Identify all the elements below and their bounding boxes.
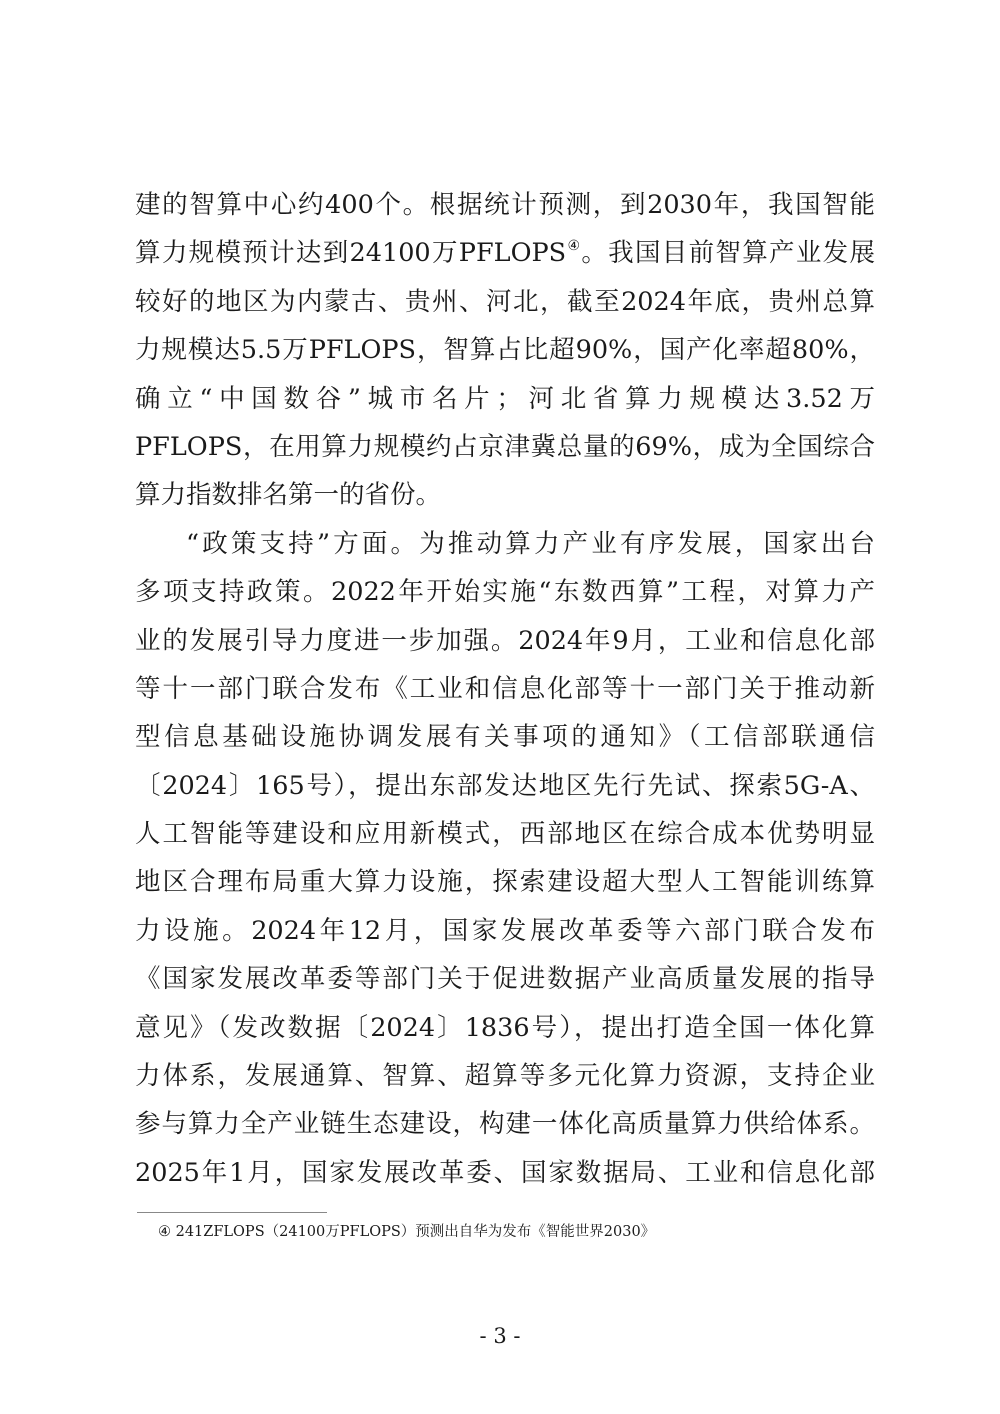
text-line: 型信息基础设施协调发展有关事项的通知》（工信部联通信 <box>135 722 875 753</box>
text-line: 业的发展引导力度进一步加强。2024年9月，工业和信息化部 <box>135 625 875 656</box>
text-line: 多项支持政策。2022年开始实施“东数西算”工程，对算力产 <box>135 577 875 608</box>
footnote: ④ 241ZFLOPS（24100万PFLOPS）预测出自华为发布《智能世界2030》 <box>158 1224 656 1240</box>
text-line: 参与算力全产业链生态建设，构建一体化高质量算力供给体系。 <box>135 1109 875 1140</box>
footnote-reference[interactable]: ④ <box>566 238 582 255</box>
text-line: 力体系，发展通算、智算、超算等多元化算力资源，支持企业 <box>135 1061 875 1092</box>
text-line: “政策支持”方面。为推动算力产业有序发展，国家出台 <box>186 528 875 559</box>
text-line: 《国家发展改革委等部门关于促进数据产业高质量发展的指导 <box>135 964 875 995</box>
text-line: 算力指数排名第一的省份。 <box>135 480 442 511</box>
text-line: 建的智算中心约400个。根据统计预测，到2030年，我国智能 <box>135 190 875 220</box>
text-line: 〔2024〕165号），提出东部发达地区先行先试、探索5G-A、 <box>135 770 875 801</box>
text-segment: 算力规模预计达到24100万PFLOPS <box>135 238 567 269</box>
page-number: - 3 - <box>479 1324 521 1348</box>
text-line: 较好的地区为内蒙古、贵州、河北，截至2024年底，贵州总算 <box>135 286 875 317</box>
text-line: 意见》（发改数据〔2024〕1836号），提出打造全国一体化算 <box>135 1012 875 1043</box>
footnote-divider <box>137 1212 327 1213</box>
text-line: 地区合理布局重大算力设施，探索建设超大型人工智能训练算 <box>135 867 875 898</box>
text-line: 等十一部门联合发布《工业和信息化部等十一部门关于推动新 <box>135 673 875 704</box>
text-line: 2025年1月，国家发展改革委、国家数据局、工业和信息化部 <box>135 1157 875 1188</box>
text-line: 人工智能等建设和应用新模式，西部地区在综合成本优势明显 <box>135 819 875 850</box>
text-line: 力规模达5.5万PFLOPS，智算占比超90%，国产化率超80%， <box>135 335 875 366</box>
text-segment: 。我国目前智算产业发展 <box>581 238 875 269</box>
text-line: PFLOPS，在用算力规模约占京津冀总量的69%，成为全国综合 <box>135 431 875 462</box>
text-line <box>135 229 875 277</box>
text-line: 确立“中国数谷”城市名片；河北省算力规模达3.52万 <box>135 383 875 414</box>
body-text <box>135 181 875 1197</box>
text-line: 力设施。2024年12月，国家发展改革委等六部门联合发布 <box>135 915 875 946</box>
